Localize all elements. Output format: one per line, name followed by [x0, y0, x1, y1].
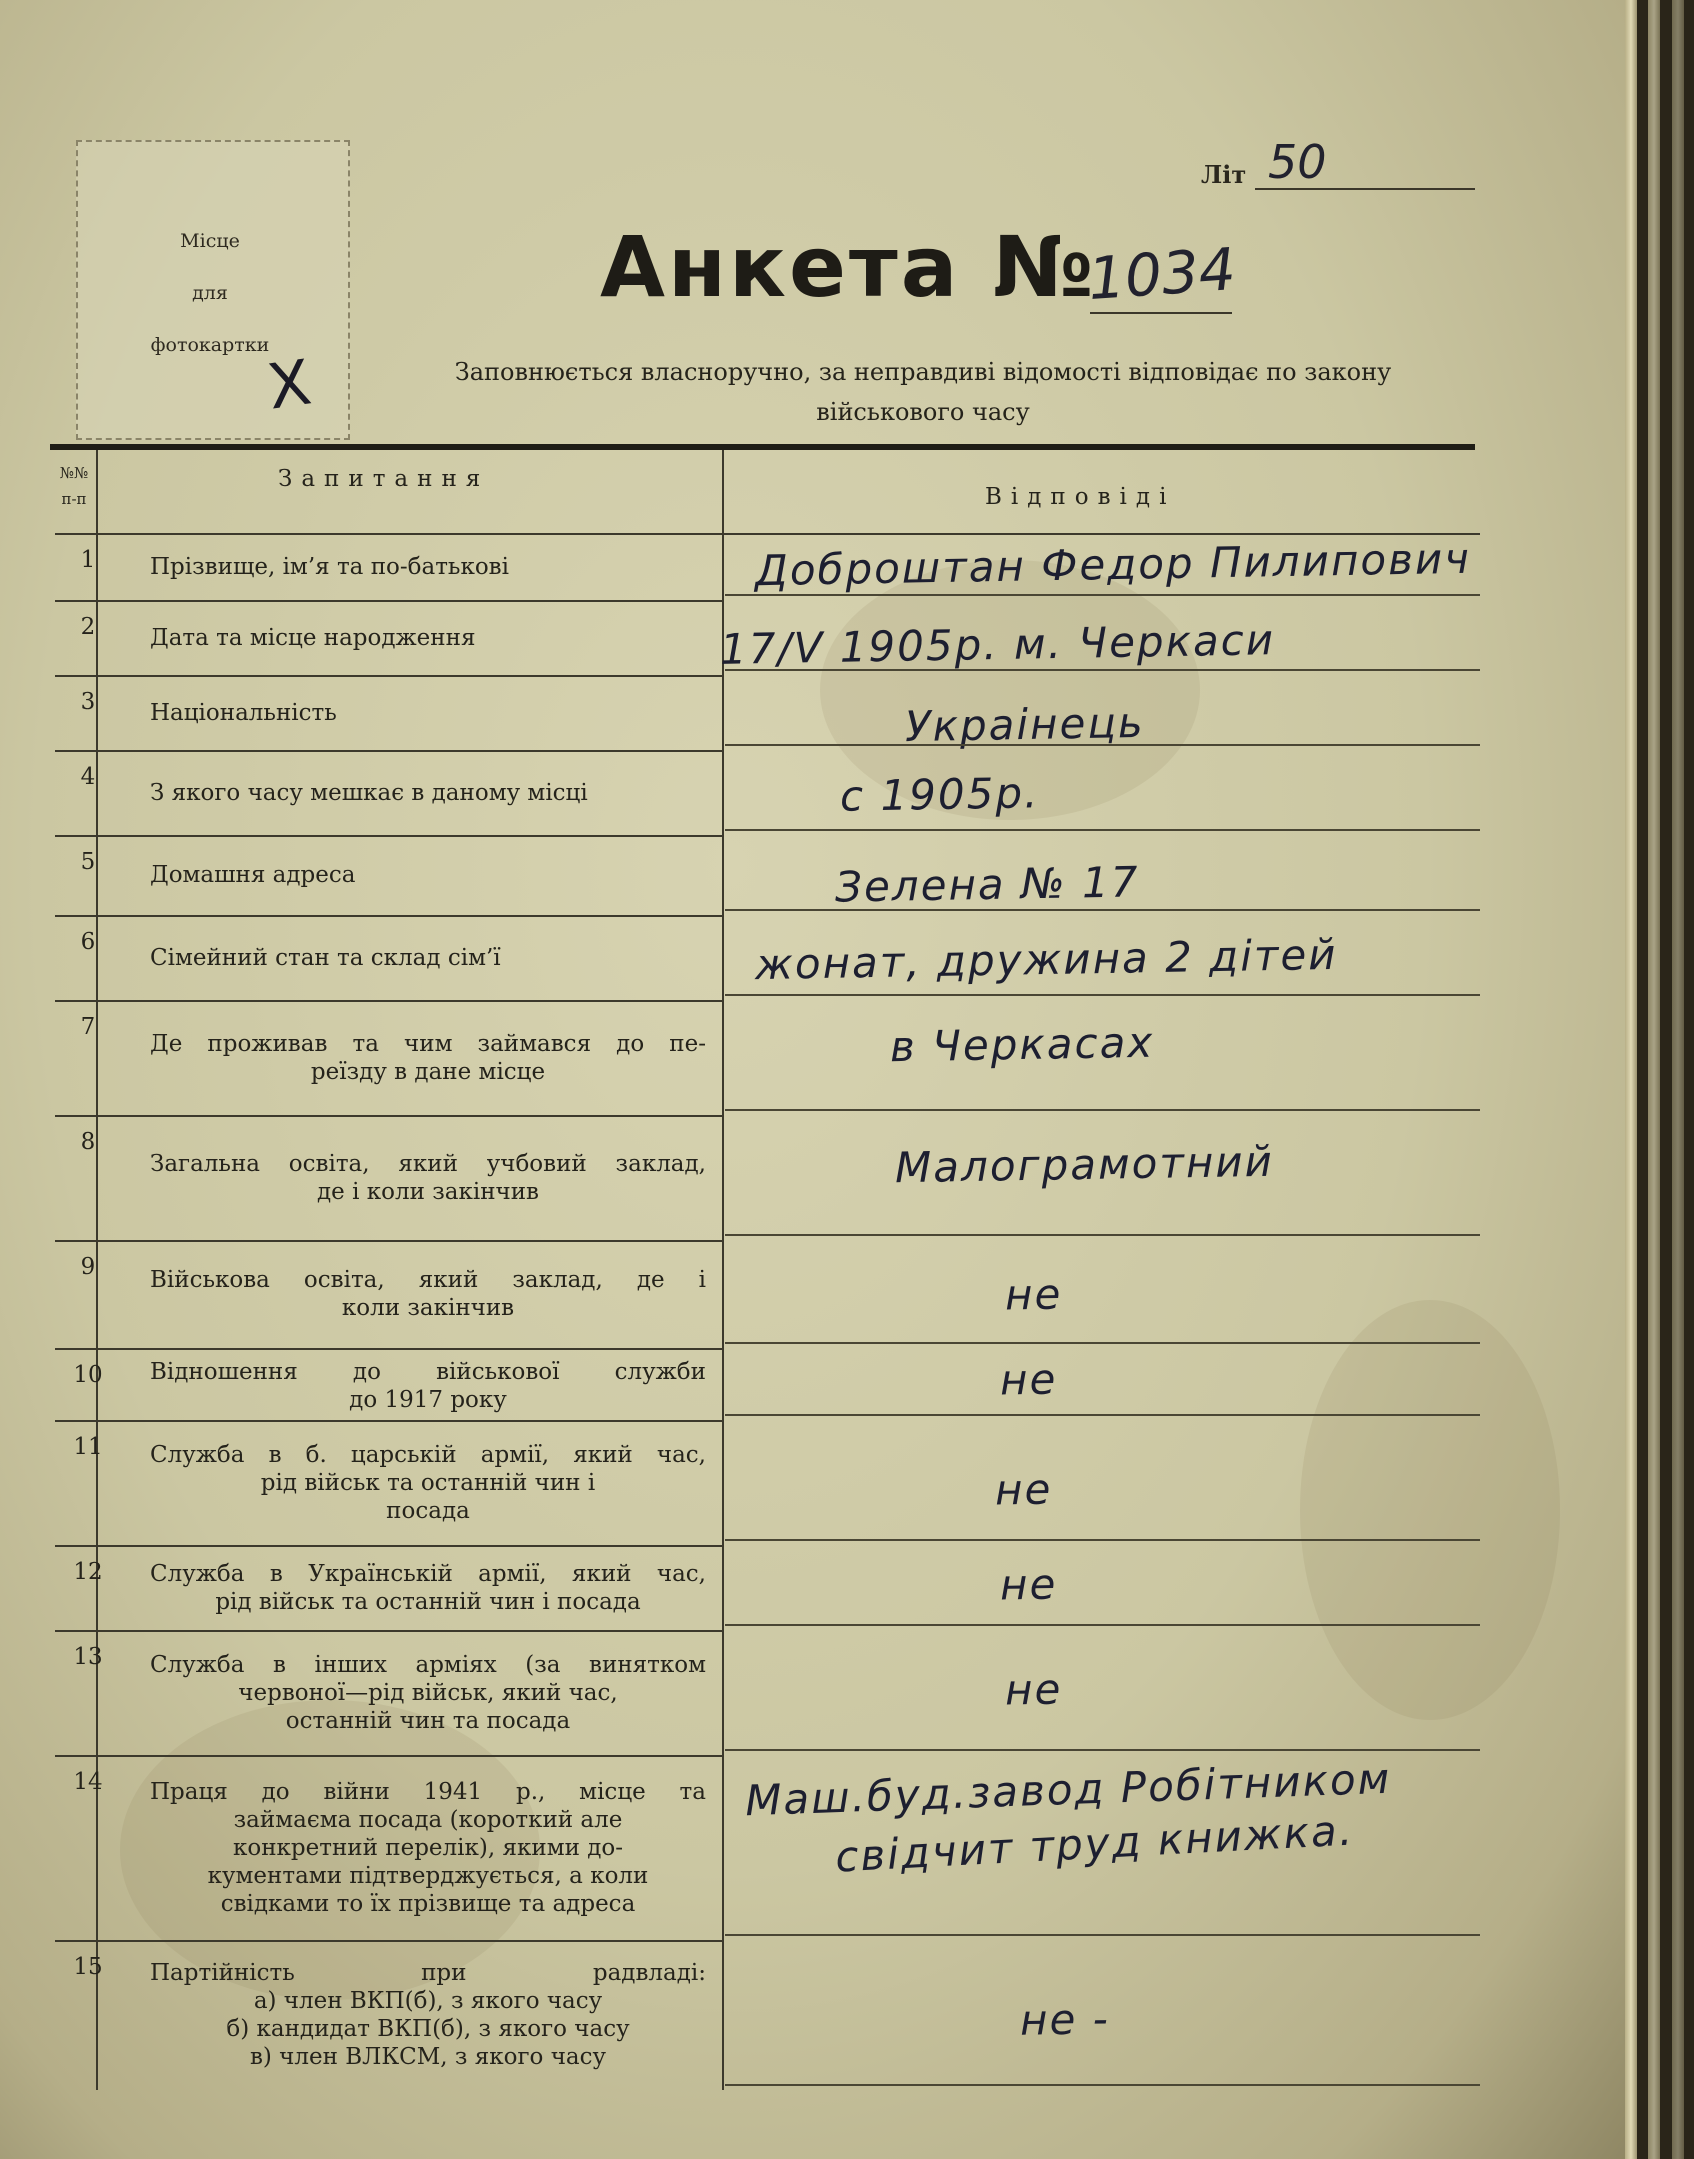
question-line: червоної—рід військ, який час, [238, 1679, 618, 1706]
question-line: Служба в інших арміях (за винятком [150, 1651, 706, 1678]
question-line: Служба в б. царській армії, який час, [150, 1441, 706, 1468]
question-text [150, 1266, 706, 1322]
question-text [150, 1651, 706, 1735]
question-line: займаєма посада (короткий але [233, 1806, 623, 1833]
question-line: останній чин та посада [285, 1707, 571, 1734]
question-line: Національність [150, 699, 337, 726]
answer-rule [725, 1749, 1480, 1751]
instruction-line: військового часу [816, 398, 1030, 426]
handwritten-answer: Доброштан Федор Пилипович [754, 533, 1472, 596]
handwritten-answer: не [1004, 1269, 1063, 1320]
answer-rule [725, 2084, 1480, 2086]
handwritten-answer: Маш.буд.завод Робітником [744, 1753, 1393, 1826]
row-number: 14 [73, 1769, 103, 1795]
question-line: б) кандидат ВКП(б), з якого часу [226, 2016, 630, 2042]
question-line: реїзду в дане місце [310, 1058, 546, 1085]
page-edge [1625, 0, 1637, 2159]
header-answer: Відповіді [985, 484, 1176, 510]
answer-rule [725, 1934, 1480, 1936]
question-line: посада [386, 1497, 470, 1524]
row-number: 12 [73, 1559, 103, 1585]
column-divider-answer [722, 450, 724, 2090]
header-number-line: №№ [59, 464, 89, 482]
row-number: 15 [73, 1954, 103, 1980]
handwritten-answer: не [999, 1354, 1058, 1405]
header-number [56, 460, 92, 512]
question-text [150, 1150, 706, 1206]
answer-rule [725, 829, 1480, 831]
row-divider [55, 600, 722, 602]
question-text [150, 1441, 706, 1525]
row-number: 5 [80, 849, 96, 875]
handwritten-answer: не [1004, 1664, 1063, 1715]
answer-rule [725, 744, 1480, 746]
row-divider [55, 835, 722, 837]
photo-placeholder-text [130, 215, 290, 371]
question-line: в) член ВЛКСМ, з якого часу [249, 2044, 607, 2070]
question-line: кументами підтверджується, а коли [207, 1862, 649, 1889]
handwritten-answer: Украінець [904, 697, 1146, 752]
row-number: 7 [80, 1014, 96, 1040]
answer-rule [725, 994, 1480, 996]
row-number: 6 [80, 929, 96, 955]
question-line: Відношення до військової служби [150, 1359, 706, 1385]
row-divider [55, 1000, 722, 1002]
row-number: 4 [80, 764, 96, 790]
answer-rule [725, 594, 1480, 596]
row-divider [55, 1630, 722, 1632]
question-line: Служба в Українській армії, який час, [150, 1560, 706, 1587]
photo-line: Місце [180, 230, 240, 252]
answer-rule [725, 909, 1480, 911]
question-text [150, 779, 706, 807]
row-divider [55, 1348, 722, 1350]
sheet-number: 50 [1268, 135, 1327, 189]
row-number: 3 [80, 689, 96, 715]
photo-line: для [192, 282, 228, 304]
row-divider [55, 1115, 722, 1117]
question-line: Загальна освіта, який учбовий заклад, [150, 1150, 706, 1177]
handwritten-answer: свідчит труд книжка. [834, 1805, 1356, 1882]
row-number: 10 [73, 1362, 103, 1388]
answer-rule [725, 1234, 1480, 1236]
answer-rule [725, 1624, 1480, 1626]
question-line: коли закінчив [341, 1295, 515, 1321]
question-text [150, 1030, 706, 1086]
row-divider [55, 1240, 722, 1242]
row-number: 1 [80, 547, 96, 573]
sheet-number-line [1255, 188, 1475, 190]
question-text [150, 1560, 706, 1616]
question-line: Прізвище, ім’я та по-батькові [150, 553, 509, 580]
photo-line: фотокартки [150, 334, 270, 356]
handwritten-answer: с 1905р. [839, 768, 1040, 821]
question-text [150, 1959, 706, 2071]
answer-rule [725, 1539, 1480, 1541]
row-number: 2 [80, 614, 96, 640]
question-text [150, 553, 706, 581]
header-thick-rule [50, 444, 1475, 450]
instruction-line: Заповнюється власноручно, за неправдиві відомості відповідає по закону [454, 358, 1392, 386]
answer-rule [725, 669, 1480, 671]
question-line: Праця до війни 1941 р., місце та [150, 1778, 706, 1805]
question-text [150, 699, 706, 727]
answer-rule [725, 1342, 1480, 1344]
question-line: Партійність при радвладі: [150, 1960, 706, 1986]
answer-rule [725, 1414, 1480, 1416]
question-line: Сімейний стан та склад сім’ї [150, 944, 501, 971]
question-text [150, 944, 706, 972]
page-edge [1648, 0, 1660, 2159]
handwritten-answer: 17/V 1905р. м. Черкаси [719, 615, 1276, 674]
handwritten-answer: жонат, дружина 2 дітей [754, 929, 1338, 990]
row-divider [55, 915, 722, 917]
question-line: свідками то їх прізвище та адреса [220, 1890, 636, 1917]
question-line: Де проживав та чим займався до пе- [150, 1030, 706, 1057]
handwritten-answer: Зелена № 17 [834, 857, 1140, 912]
question-line: Домашня адреса [150, 862, 356, 888]
page-edge [1672, 0, 1684, 2159]
question-text [150, 624, 706, 652]
row-divider [55, 750, 722, 752]
photo-cross-mark: X [263, 345, 316, 424]
row-divider [55, 1940, 722, 1942]
row-divider [55, 1420, 722, 1422]
question-line: до 1917 року [349, 1387, 507, 1413]
row-number: 8 [80, 1129, 96, 1155]
question-text [150, 1778, 706, 1918]
handwritten-answer: не [994, 1464, 1053, 1515]
question-line: З якого часу мешкає в даному місці [150, 779, 588, 806]
row-divider [55, 533, 1480, 535]
instruction-note [378, 352, 1468, 432]
header-number-line: п-п [61, 490, 87, 508]
row-number: 11 [73, 1434, 103, 1460]
question-line: Дата та місце народження [150, 624, 476, 651]
handwritten-answer: не - [1019, 1994, 1111, 2045]
form-number: 1034 [1085, 234, 1238, 314]
question-text [150, 1358, 706, 1414]
handwritten-answer: в Черкасах [889, 1017, 1155, 1072]
row-number: 9 [80, 1254, 96, 1280]
handwritten-answer: не [999, 1559, 1058, 1610]
sheet-label: Літ [1201, 160, 1247, 189]
question-line: конкретний перелік), якими до- [232, 1834, 624, 1861]
answer-rule [725, 1109, 1480, 1111]
paper-stain [1300, 1300, 1560, 1720]
question-text [150, 861, 706, 889]
row-divider [55, 1545, 722, 1547]
row-divider [55, 675, 722, 677]
row-divider [55, 1755, 722, 1757]
page-title: Анкета № [600, 218, 1097, 316]
form-number-line [1090, 312, 1232, 314]
row-number: 13 [73, 1644, 103, 1670]
handwritten-answer: Малограмотний [894, 1136, 1275, 1193]
question-line: рід військ та останній чин і [260, 1469, 596, 1496]
question-line: Військова освіта, який заклад, де і [150, 1267, 706, 1293]
question-line: а) член ВКП(б), з якого часу [253, 1988, 603, 2014]
header-question: Запитання [278, 466, 490, 492]
question-line: рід військ та останній чин і посада [215, 1588, 641, 1615]
question-line: де і коли закінчив [316, 1178, 540, 1205]
